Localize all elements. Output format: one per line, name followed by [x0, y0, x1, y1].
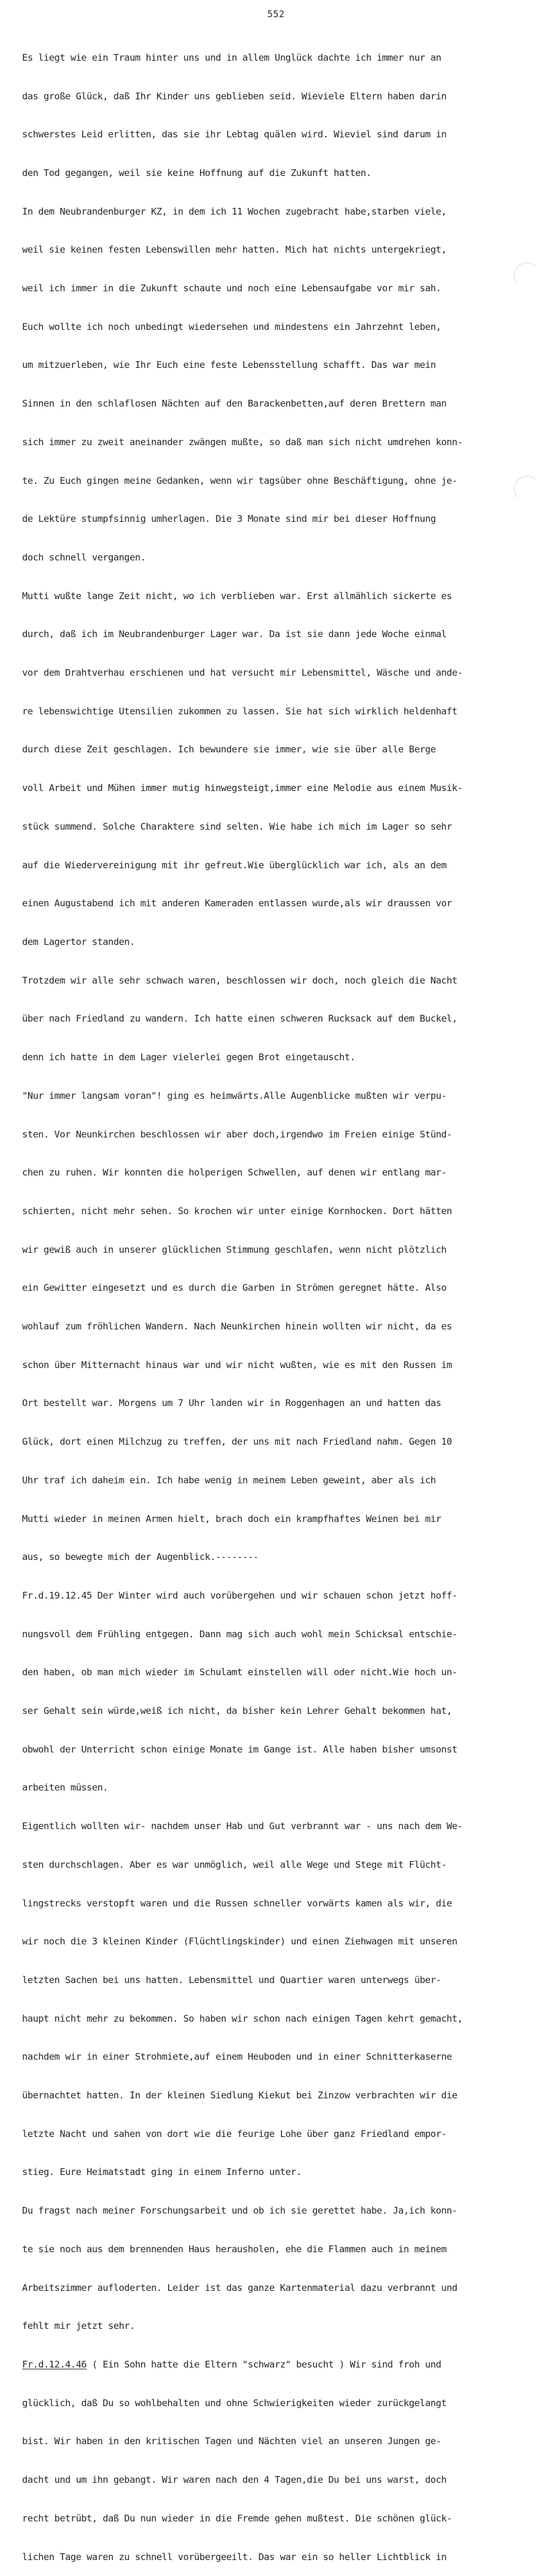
text-line: Euch wollte ich noch unbedingt wiedersehen und mindestens ein Jahrzehnt leben,: [22, 321, 442, 332]
text-line: te. Zu Euch gingen meine Gedanken, wenn wir tagsüber ohne Beschäftigung, ohne je-: [22, 475, 458, 486]
text-line: das große Glück, daß Ihr Kinder uns geblieben seid. Wieviele Eltern haben darin: [22, 90, 447, 102]
text-line: sten. Vor Neunkirchen beschlossen wir aber doch,irgendwo im Freien einige Stünd-: [22, 1128, 452, 1140]
text-line: schierten, nicht mehr sehen. So krochen wir unter einige Kornhocken. Dort hätten: [22, 1205, 452, 1217]
text-line: re lebenswichtige Utensilien zukommen zu lassen. Sie hat sich wirklich heldenhaft: [22, 705, 458, 717]
text-line: Glück, dort einen Milchzug zu treffen, der uns mit nach Friedland nahm. Gegen 10: [22, 1436, 452, 1448]
text-line: lingstrecks verstopft waren und die Russen schneller vorwärts kamen als wir, die: [22, 1897, 452, 1909]
text-line: letzte Nacht und sahen von dort wie die feurige Lohe über ganz Friedland empor-: [22, 2128, 447, 2139]
text-line: Du fragst nach meiner Forschungsarbeit und ob ich sie gerettet habe. Ja,ich konn-: [22, 2205, 458, 2217]
text-line: ser Gehalt sein würde,weiß ich nicht, da bisher kein Lehrer Gehalt bekommen hat,: [22, 1705, 452, 1717]
text-line: Arbeitszimmer aufloderten. Leider ist das ganze Kartenmaterial dazu verbrannt und: [22, 2282, 458, 2293]
text-line: stieg. Eure Heimatstadt ging in einem Inferno unter.: [22, 2166, 302, 2178]
text-line: Es liegt wie ein Traum hinter uns und in allem Unglück dachte ich immer nur an: [22, 52, 442, 63]
text-line: auf die Wiedervereinigung mit ihr gefreut.Wie überglücklich war ich, als an dem: [22, 859, 447, 871]
text-line: übernachtet hatten. In der kleinen Siedlung Kiekut bei Zinzow verbrachten wir die: [22, 2090, 458, 2101]
text-line: glücklich, daß Du so wohlbehalten und ohne Schwierigkeiten wieder zurückgelangt: [22, 2397, 447, 2409]
text-line: doch schnell vergangen.: [22, 551, 146, 563]
text-line: bist. Wir haben in den kritischen Tagen und Nächten viel an unseren Jungen ge-: [22, 2436, 442, 2447]
date-heading: Fr.d.12.4.46: [22, 2359, 87, 2370]
text-line: weil sie keinen festen Lebenswillen mehr hatten. Mich hat nichts untergekriegt,: [22, 244, 447, 256]
text-line: Trotzdem wir alle sehr schwach waren, beschlossen wir doch, noch gleich die Nacht: [22, 974, 458, 986]
text-line: dem Lagertor standen.: [22, 936, 135, 947]
text-line: te sie noch aus dem brennenden Haus herausholen, ehe die Flammen auch in meinem: [22, 2243, 447, 2255]
text-line: schwerstes Leid erlitten, das sie ihr Lebtag quälen wird. Wieviel sind darum in: [22, 129, 447, 140]
text-line: Mutti wußte lange Zeit nicht, wo ich verblieben war. Erst allmählich sickerte es: [22, 590, 452, 602]
text-line: vor dem Drahtverhau erschienen und hat versucht mir Lebensmittel, Wäsche und ande-: [22, 667, 463, 679]
text-line: sich immer zu zweit aneinander zwängen mußte, so daß man sich nicht umdrehen konn-: [22, 436, 463, 448]
text-line: schon über Mitternacht hinaus war und wir nicht wußten, wie es mit den Russen im: [22, 1359, 452, 1370]
text-line: In dem Neubrandenburger KZ, in dem ich 11 Wochen zugebracht habe,starben viele,: [22, 205, 447, 217]
page-number: 552: [267, 9, 285, 20]
text-line: Uhr traf ich daheim ein. Ich habe wenig in meinem Leben geweint, aber als ich: [22, 1474, 436, 1486]
text-line: de Lektüre stumpfsinnig umherlagen. Die 3 Monate sind mir bei dieser Hoffnung: [22, 513, 436, 525]
text-line: aus, so bewegte mich der Augenblick.--------: [22, 1551, 259, 1563]
text-line: chen zu ruhen. Wir konnten die holperigen Schwellen, auf denen wir entlang mar-: [22, 1167, 447, 1179]
text-line: Mutti wieder in meinen Armen hielt, brach doch ein krampfhaftes Weinen bei mir: [22, 1513, 442, 1524]
text-line: ein Gewitter eingesetzt und es durch die Garben in Strömen geregnet hätte. Also: [22, 1282, 447, 1294]
text-line: über nach Friedland zu wandern. Ich hatte einen schweren Rucksack auf dem Buckel,: [22, 1013, 458, 1025]
punch-hole-mark: [514, 476, 540, 502]
text-line: Fr.d.19.12.45 Der Winter wird auch vorübergehen und wir schauen schon jetzt hoff-: [22, 1589, 458, 1601]
text-line: durch, daß ich im Neubrandenburger Lager war. Da ist sie dann jede Woche einmal: [22, 629, 447, 640]
text-line: weil ich immer in die Zukunft schaute und noch eine Lebensaufgabe vor mir sah.: [22, 283, 442, 294]
text-line: um mitzuerleben, wie Ihr Euch eine feste Lebensstellung schafft. Das war mein: [22, 359, 436, 371]
text-line: Sinnen in den schlaflosen Nächten auf den Barackenbetten,auf deren Brettern man: [22, 398, 447, 410]
text-line-dated: [22, 2358, 537, 2371]
text-line: lichen Tage waren zu schnell vorübergeeilt. Das war ein so heller Lichtblick in: [22, 2551, 447, 2563]
text-line: "Nur immer langsam voran"! ging es heimwärts.Alle Augenblicke mußten wir verpu-: [22, 1090, 447, 1101]
text-line: wir noch die 3 kleinen Kinder (Flüchtlingskinder) und einen Ziehwagen mit unseren: [22, 1936, 458, 1947]
text-line: einen Augustabend ich mit anderen Kameraden entlassen wurde,als wir draussen vor: [22, 898, 452, 909]
text-line: voll Arbeit und Mühen immer mutig hinwegsteigt,immer eine Melodie aus einem Musik-: [22, 782, 463, 794]
text-line: letzten Sachen bei uns hatten. Lebensmittel und Quartier waren unterwegs über-: [22, 1974, 442, 1986]
text-line: dacht und um ihn gebangt. Wir waren nach den 4 Tagen,die Du bei uns warst, doch: [22, 2474, 447, 2486]
text-line: den Tod gegangen, weil sie keine Hoffnung auf die Zukunft hatten.: [22, 167, 372, 178]
text-line: stück summend. Solche Charaktere sind selten. Wie habe ich mich im Lager so sehr: [22, 820, 452, 832]
text-line: wohlauf zum fröhlichen Wandern. Nach Neunkirchen hinein wollten wir nicht, da es: [22, 1321, 452, 1332]
text-line: wir gewiß auch in unserer glücklichen Stimmung geschlafen, wenn nicht plötzlich: [22, 1244, 447, 1255]
text-line: fehlt mir jetzt sehr.: [22, 2320, 135, 2332]
text-line: haupt nicht mehr zu bekommen. So haben wir schon nach einigen Tagen kehrt gemacht,: [22, 2012, 463, 2024]
text-line: Eigentlich wollten wir- nachdem unser Hab und Gut verbrannt war - uns nach dem We-: [22, 1821, 463, 1832]
text-line: arbeiten müssen.: [22, 1782, 109, 1794]
text-line: sten durchschlagen. Aber es war unmöglich, weil alle Wege und Stege mit Flücht-: [22, 1859, 447, 1870]
letter-text: [22, 26, 537, 2576]
text-line: obwohl der Unterricht schon einige Monate im Gange ist. Alle haben bisher umsonst: [22, 1743, 458, 1755]
text-line: nachdem wir in einer Strohmiete,auf einem Heuboden und in einer Schnitterkaserne: [22, 2051, 452, 2063]
text-line: denn ich hatte in dem Lager vielerlei gegen Brot eingetauscht.: [22, 1052, 356, 1063]
text-line: den haben, ob man mich wieder im Schulamt einstellen will oder nicht.Wie hoch un-: [22, 1667, 458, 1678]
text-line: recht betrübt, daß Du nun wieder in die Fremde gehen mußtest. Die schönen glück-: [22, 2512, 452, 2524]
text-line-rest: ( Ein Sohn hatte die Eltern "schwarz" besucht ) Wir sind froh und: [91, 2359, 442, 2370]
text-line: Ort bestellt war. Morgens um 7 Uhr landen wir in Roggenhagen an und hatten das: [22, 1397, 442, 1409]
punch-hole-mark: [514, 262, 540, 288]
text-line: durch diese Zeit geschlagen. Ich bewundere sie immer, wie sie über alle Berge: [22, 744, 436, 755]
text-line: nungsvoll dem Frühling entgegen. Dann mag sich auch wohl mein Schicksal entschie-: [22, 1628, 458, 1640]
